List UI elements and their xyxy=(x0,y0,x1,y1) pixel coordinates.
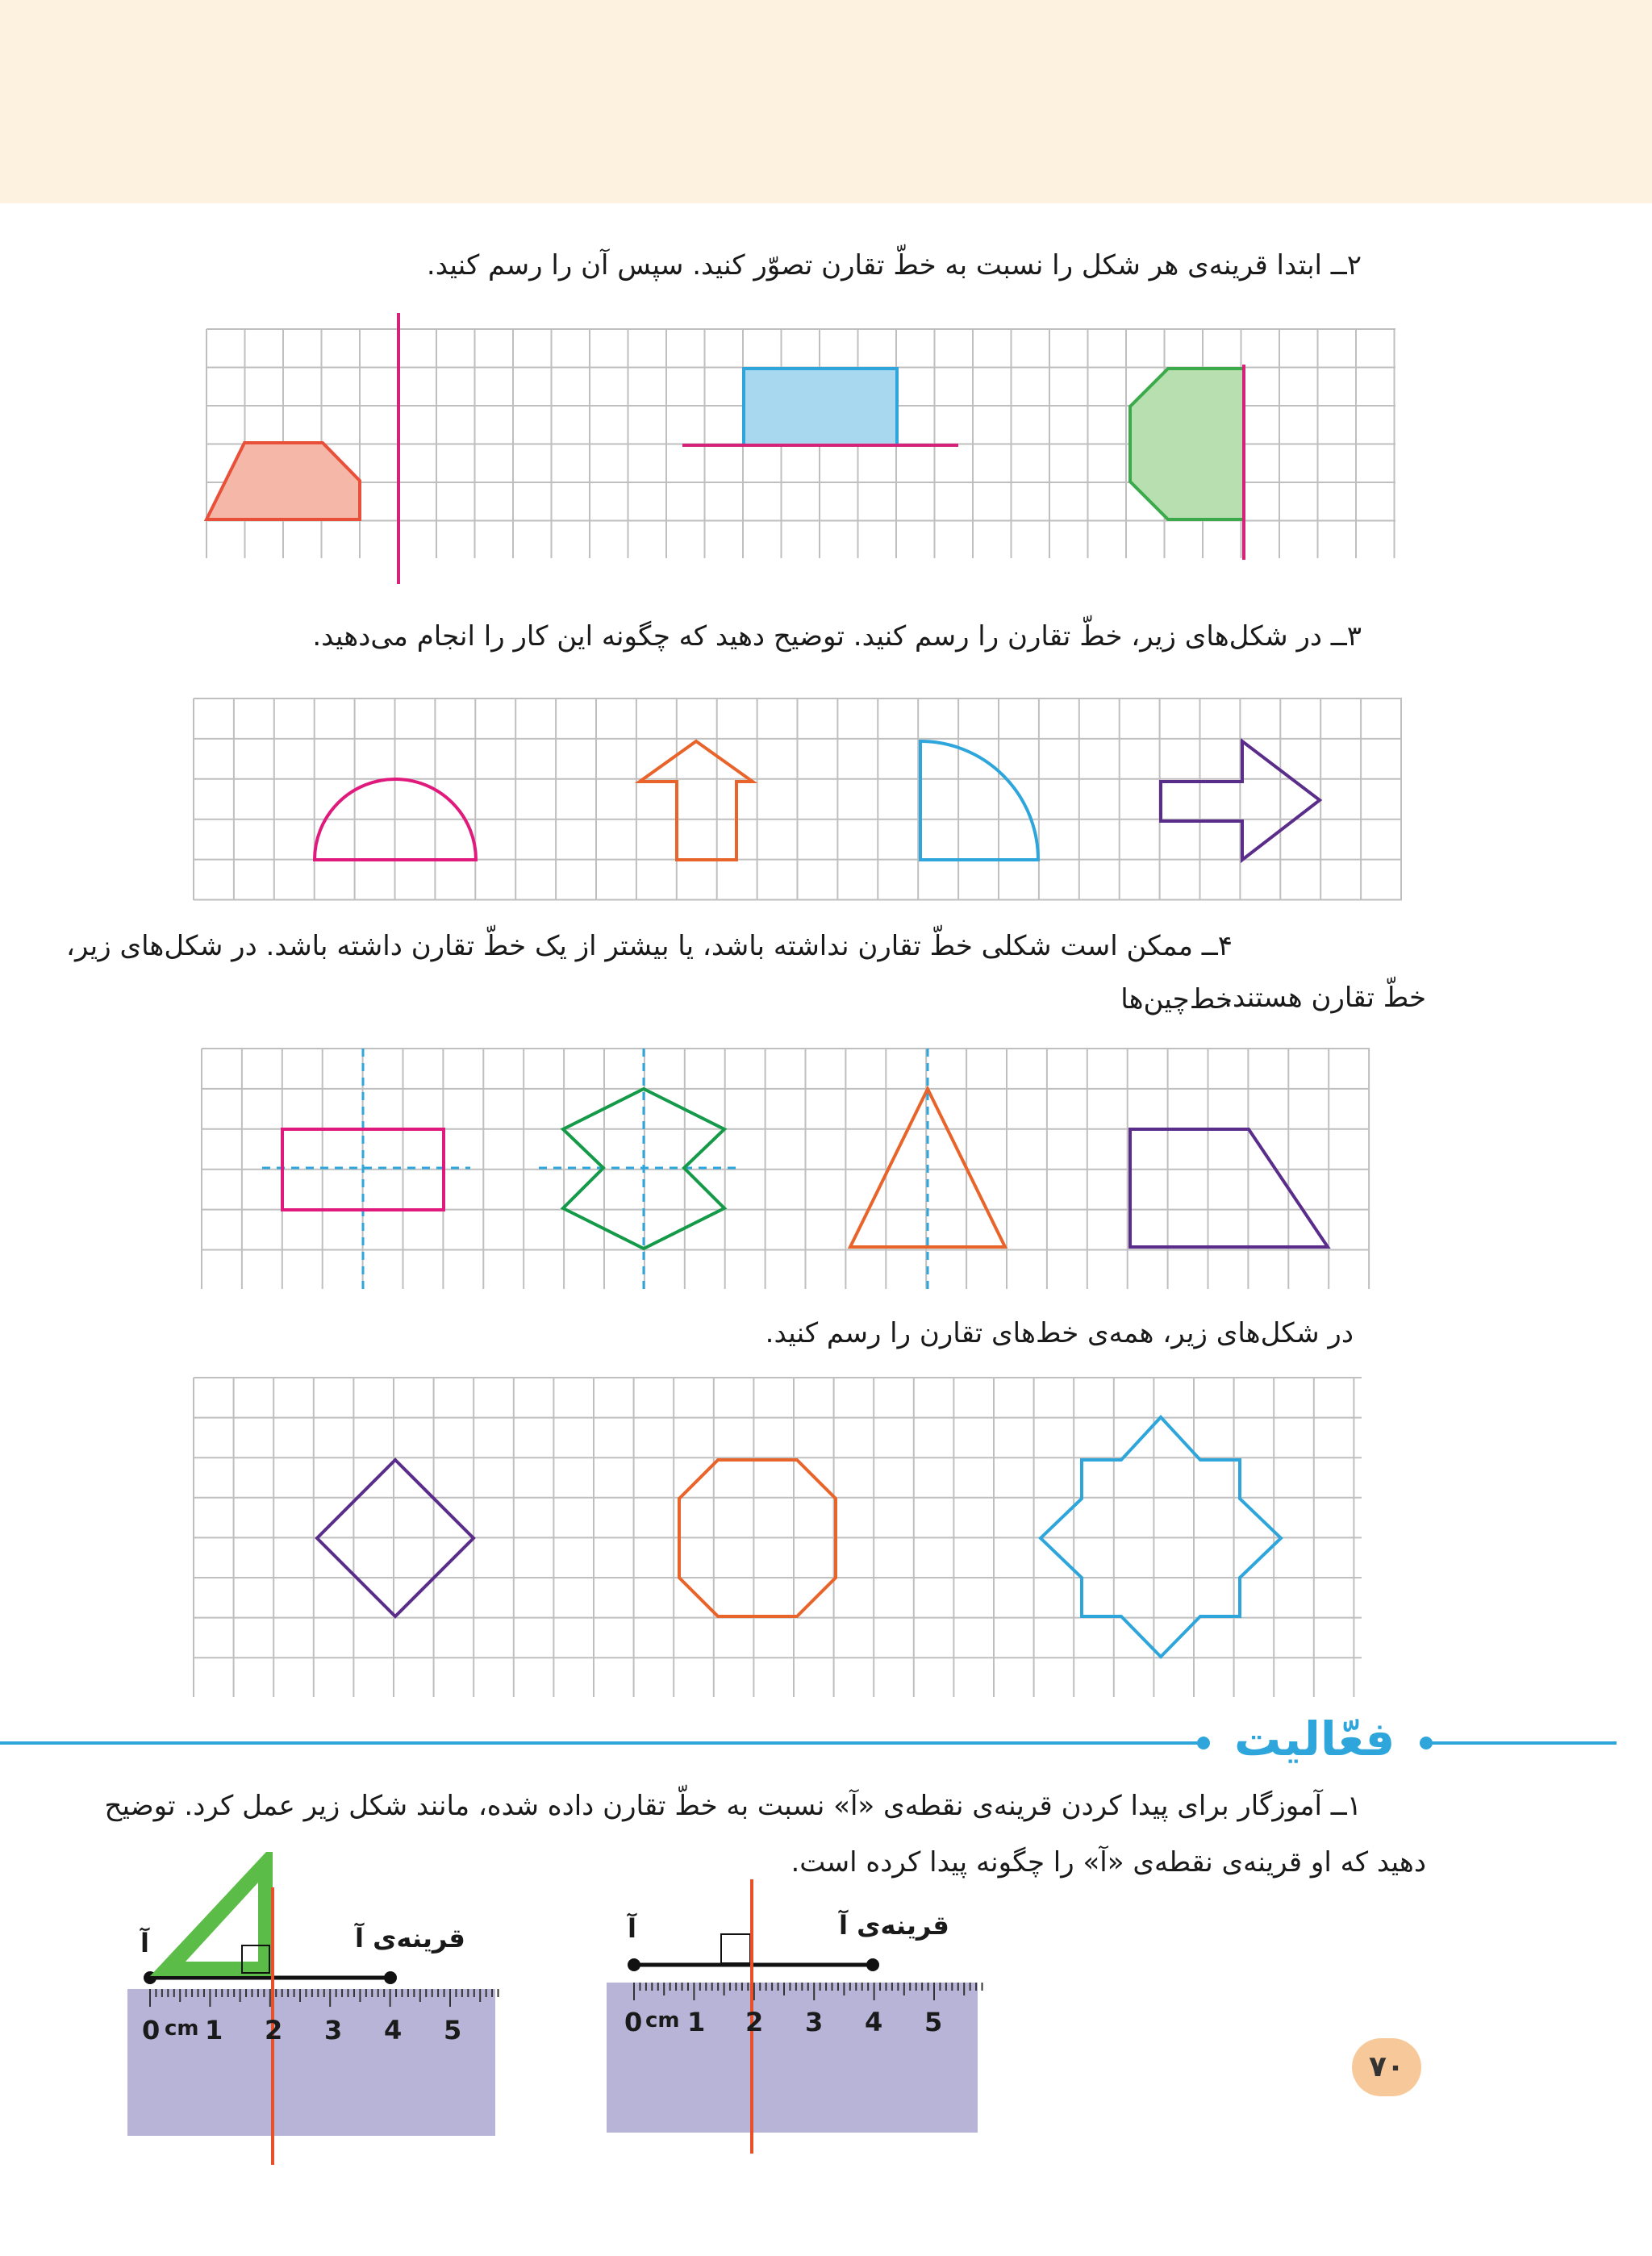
grid-q3 xyxy=(194,698,1402,900)
activity-title: فعّالیت xyxy=(1234,1712,1395,1766)
point-a-label-right: آ xyxy=(628,1913,636,1944)
grid-q5 xyxy=(194,1378,1362,1697)
divider-dot-left xyxy=(1197,1737,1210,1749)
ruler-tick-4-left: 4 xyxy=(384,2015,403,2045)
activity-question-1-line2: دهید که او قرینه‌ی نقطه‌ی «آ» را چگونه پیدا کرده است. xyxy=(791,1846,1426,1879)
ruler-tick-3-right: 3 xyxy=(805,2007,824,2037)
ruler-left xyxy=(127,1852,499,2165)
ruler-unit-left: cm xyxy=(165,2016,199,2041)
trapezoid-shape xyxy=(1130,1129,1328,1247)
ruler-tick-0-right: 0 xyxy=(624,2007,643,2037)
ruler-tick-4-right: 4 xyxy=(865,2007,883,2037)
quarter-circle-shape xyxy=(920,741,1038,860)
mirror-point-label-left: قرینه‌ی آ xyxy=(355,1923,465,1954)
divider-dot-right xyxy=(1420,1737,1433,1749)
page-number: ۷۰ xyxy=(1352,2038,1421,2096)
arrow-up-shape xyxy=(640,741,753,860)
ruler-unit-right: cm xyxy=(645,2008,680,2033)
mirror-point-label-right: قرینه‌ی آ xyxy=(839,1910,949,1941)
question-2: ۲ــ ابتدا قرینه‌ی هر شکل را نسبت به خطّ تقارن تصوّر کنید. سپس آن را رسم کنید. xyxy=(426,249,1362,281)
question-4-line2: خطّ تقارن هستند. xyxy=(1224,982,1426,1014)
red-shape xyxy=(206,443,360,519)
ruler-tick-2-right: 2 xyxy=(745,2007,764,2037)
blue-shape xyxy=(744,369,897,445)
question-3: ۳ــ در شکل‌های زیر، خطّ تقارن را رسم کنید. توضیح دهید که چگونه این کار را انجام می‌دهید. xyxy=(312,620,1362,653)
point-a-label-left: آ xyxy=(140,1928,149,1958)
grid-q4 xyxy=(202,1049,1370,1289)
question-4-line1: ۴ــ ممکن است شکلی خطّ تقارن نداشته باشد، یا بیشتر از یک خطّ تقارن داشته باشد. در شکل‌های زیر، خط‌چین‌ها xyxy=(66,930,1233,1015)
ruler-tick-0-left: 0 xyxy=(142,2015,161,2045)
ruler-tick-3-left: 3 xyxy=(324,2015,343,2045)
activity-question-1-line1: ۱ــ آموزگار برای پیدا کردن قرینه‌ی نقطه‌ی «آ» نسبت به خطّ تقارن داده شده، مانند شکل زیر عمل کرد. توضیح xyxy=(104,1790,1362,1822)
ruler-tick-1-right: 1 xyxy=(687,2007,706,2037)
green-shape xyxy=(1130,369,1244,519)
ruler-tick-1-left: 1 xyxy=(205,2015,223,2045)
ruler-tick-5-left: 5 xyxy=(444,2015,462,2045)
question-5: در شکل‌های زیر، همه‌ی خط‌های تقارن را رسم کنید. xyxy=(765,1317,1354,1349)
ruler-tick-2-left: 2 xyxy=(265,2015,283,2045)
ruler-tick-5-right: 5 xyxy=(924,2007,943,2037)
